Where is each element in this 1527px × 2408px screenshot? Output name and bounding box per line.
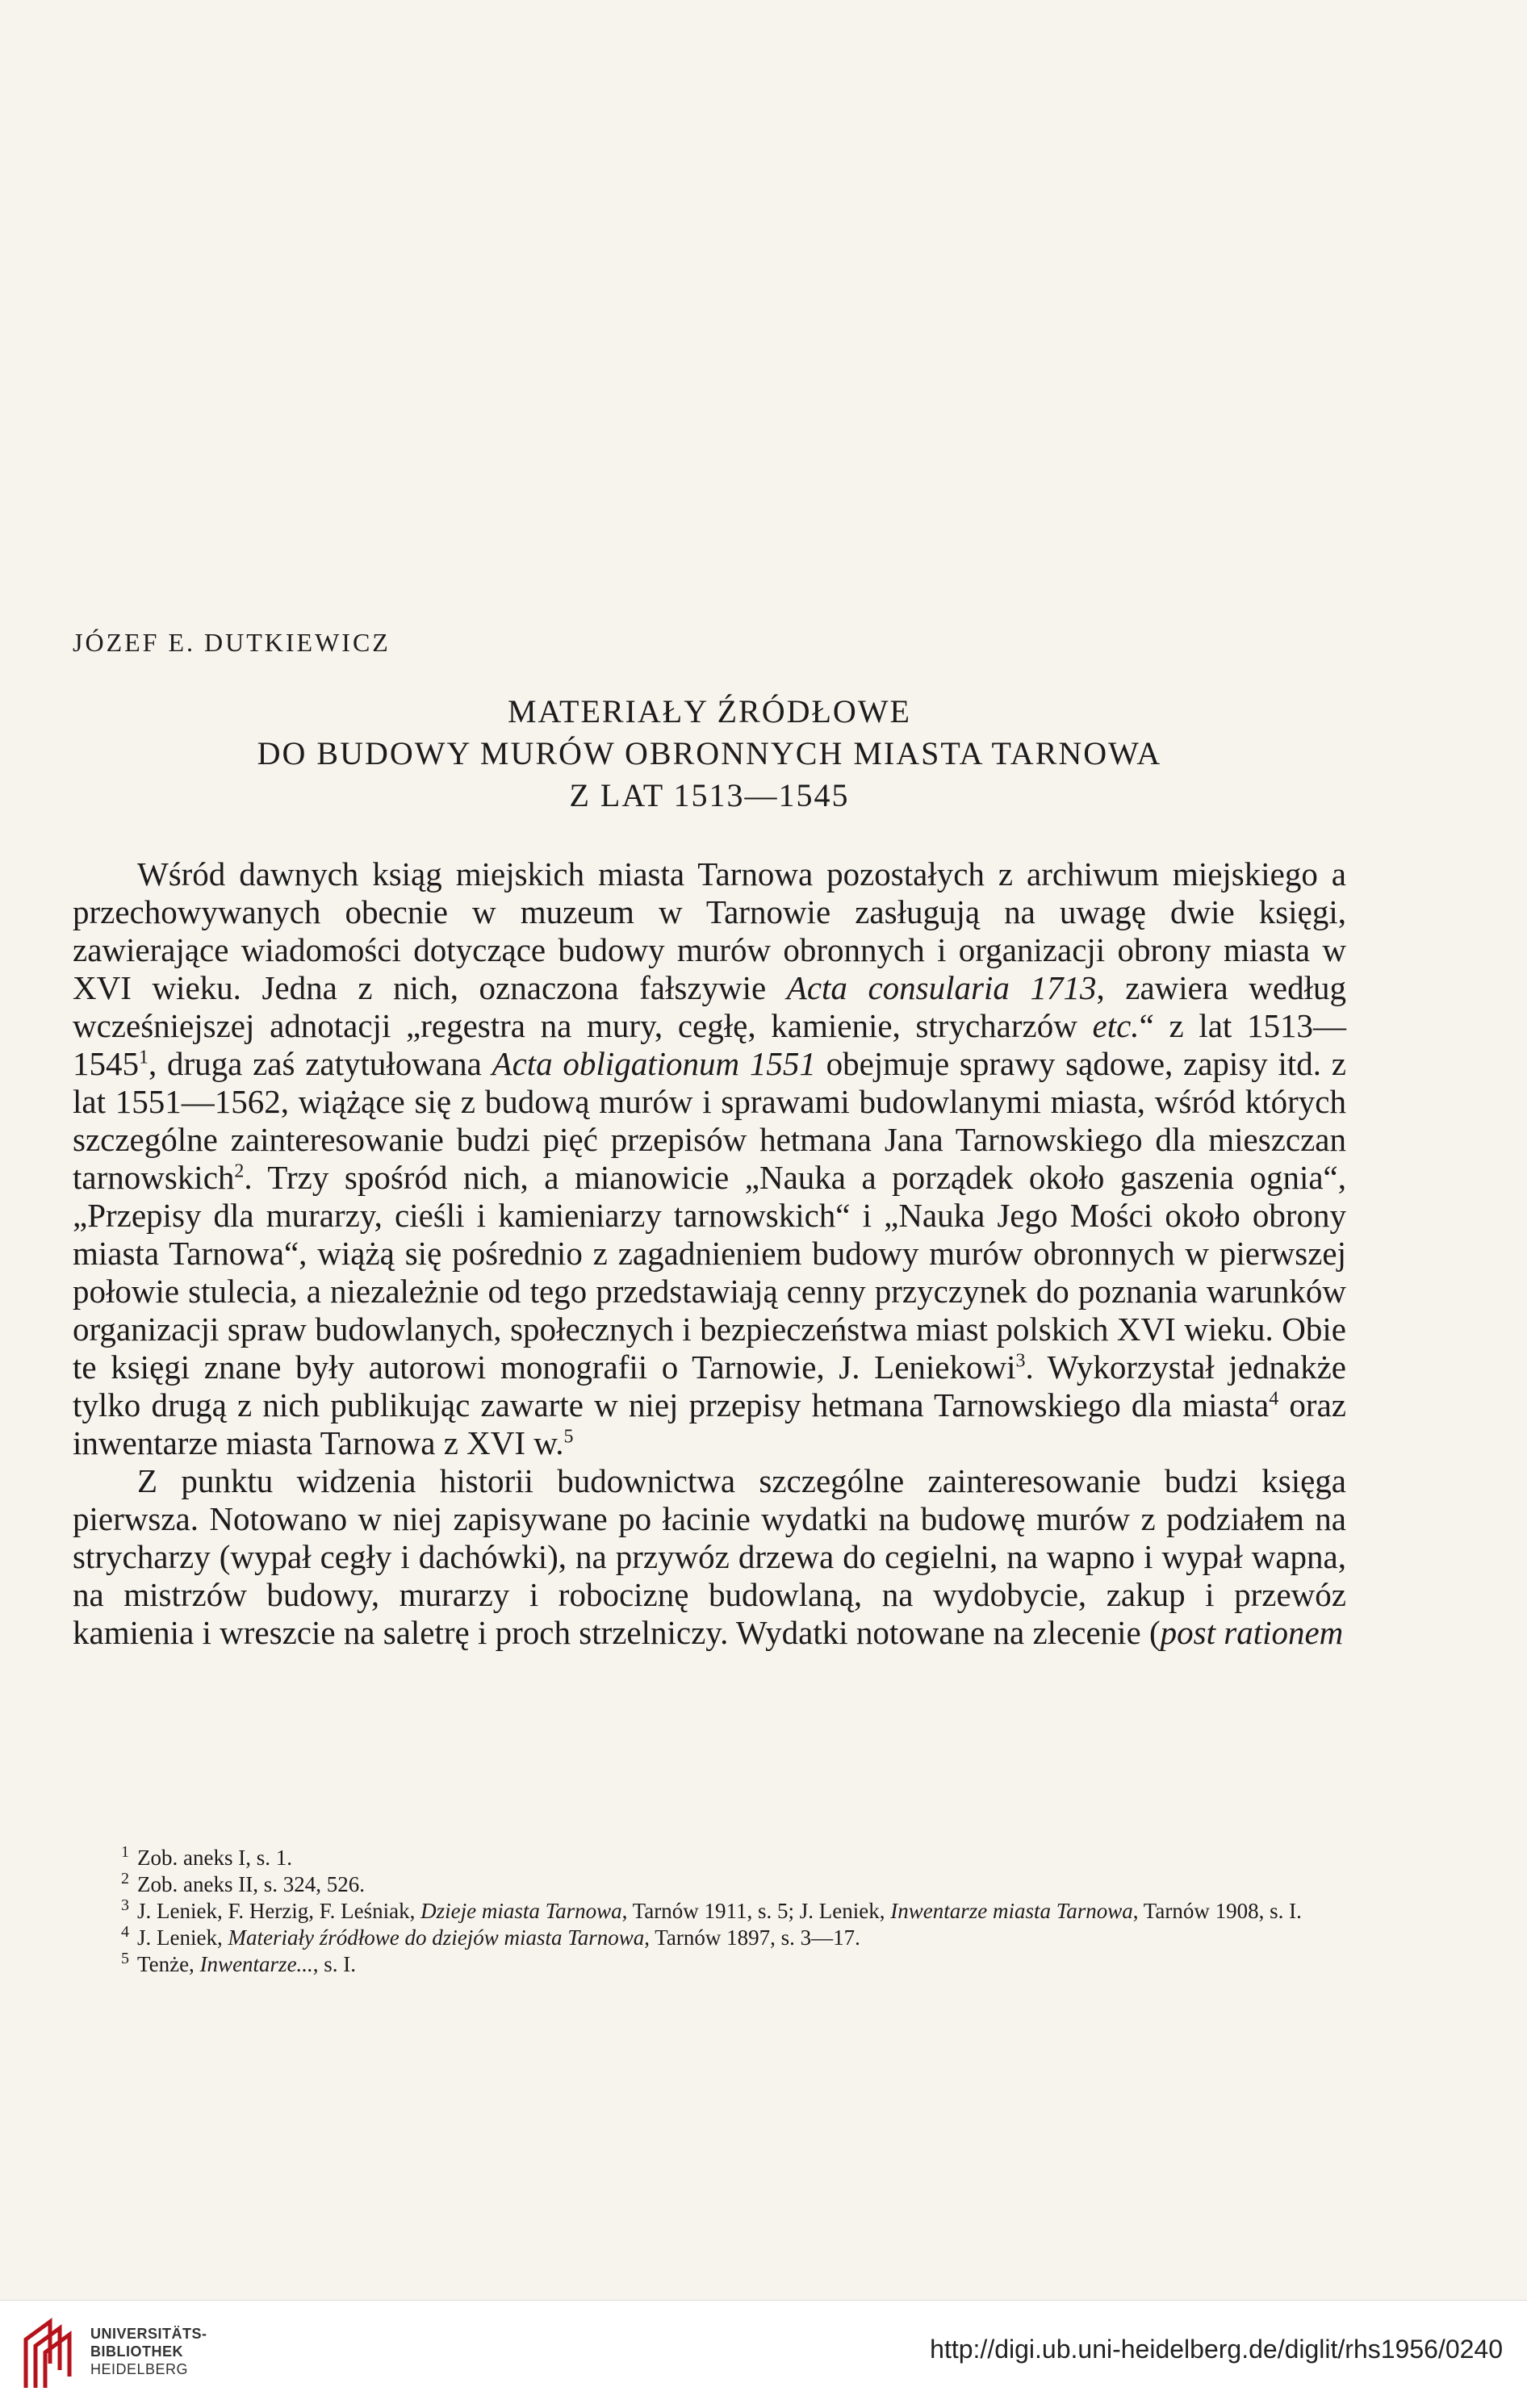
library-name-line: UNIVERSITÄTS- [90, 2326, 207, 2342]
footnote-text: , Tarnów 1911, s. 5; J. Leniek, [621, 1899, 891, 1923]
article-body [73, 855, 1346, 1652]
footnote-text: Zob. aneks II, s. 324, 526. [137, 1872, 365, 1896]
italic-run: etc. [1092, 1007, 1140, 1044]
paragraph-1 [73, 855, 1346, 1462]
article-title [73, 691, 1346, 817]
footnote-ref: 3 [1015, 1350, 1026, 1372]
footnote-5: 5 Tenże, Inwentarze..., s. I. [121, 1950, 357, 1976]
footnote-text: , s. I. [312, 1952, 357, 1976]
text-run: , druga zaś zatytułowana [149, 1045, 492, 1082]
text-run: , zawiera według wcześniejszej adnotacji „regestra na mury, cegłę, kamienie, strycharzów [73, 969, 1346, 1044]
title-line-1: MATERIAŁY ŹRÓDŁOWE [507, 693, 911, 730]
footnote-text: Zob. aneks I, s. 1. [137, 1846, 292, 1870]
footnote-text: Tenże, [137, 1952, 200, 1976]
title-line-3: Z LAT 1513—1545 [569, 777, 850, 813]
footnote-text: J. Leniek, F. Herzig, F. Leśniak, [137, 1899, 421, 1923]
footnote-3: 3 J. Leniek, F. Herzig, F. Leśniak, Dzieje miasta Tarnowa, Tarnów 1911, s. 5; J. Leniek, Inwentarze miasta Tarnowa, Tarnów 1908, s. I. [121, 1896, 1302, 1923]
text-run: . Wykorzystał jednakże tylko drugą z nich publikując zawarte w niej przepisy hetmana Tarnowskiego dla miasta [73, 1348, 1346, 1423]
footnote-4: 4 J. Leniek, Materiały źródłowe do dziejów miasta Tarnowa, Tarnów 1897, s. 3—17. [121, 1923, 860, 1950]
footnote-italic: Dzieje miasta Tarnowa [420, 1899, 622, 1923]
library-name-line: HEIDELBERG [90, 2361, 189, 2377]
footnote-text: J. Leniek, [137, 1925, 228, 1950]
digitization-footer [0, 2300, 1527, 2408]
text-run: obejmuje sprawy sądowe, zapisy itd. z lat 1551—1562, wiążące się z budową murów i sprawami budowlanymi miasta, wśród których szczególne zainteresowanie budzi pięć przepisów hetmana Jana Tarnowskiego dla mieszczan tarnowskich [73, 1045, 1347, 1196]
footnotes [73, 1845, 1346, 1978]
footnote-italic: Inwentarze... [199, 1952, 313, 1976]
footnote-ref: 2 [234, 1160, 245, 1182]
footnote-text: , Tarnów 1908, s. I. [1132, 1899, 1302, 1923]
text-run: oraz inwentarze miasta Tarnowa z XVI w. [73, 1386, 1346, 1461]
paragraph-2 [73, 1462, 1346, 1652]
permalink-url[interactable]: http://digi.ub.uni-heidelberg.de/diglit/rhs1956/0240 [930, 2335, 1503, 2364]
footnote-2: 2 Zob. aneks II, s. 324, 526. [121, 1870, 365, 1896]
library-name [90, 2325, 207, 2378]
author-name: JÓZEF E. DUTKIEWICZ [73, 628, 391, 657]
text-run: . Trzy spośród nich, a mianowicie „Nauka a porządek około gaszenia ognia“, „Przepisy dla murarzy, cieśli i kamieniarzy tarnowskich“ i „Nauka Jego Mości około obrony miasta Tarnowa“, wiążą się pośrednio z zagadnieniem budowy murów obronnych w pierwszej połowie stulecia, a niezależnie od tego przedstawiają cenny przyczynek do poznania warunków organizacji spraw budowlanych, społecznych i bezpieczeństwa miast polskich XVI wieku. Obie te księgi znane były autorowi monografii o Tarnowie, J. Leniekowi [73, 1159, 1346, 1386]
library-name-line: BIBLIOTHEK [90, 2343, 183, 2360]
ub-heidelberg-logo-icon[interactable] [18, 2315, 76, 2393]
italic-run: Acta obligationum 1551 [492, 1045, 816, 1082]
footnote-ref: 5 [563, 1426, 574, 1448]
footnote-ref: 4 [1269, 1388, 1279, 1410]
title-line-2: DO BUDOWY MURÓW OBRONNYCH MIASTA TARNOWA [257, 735, 1162, 771]
text-run: “ z lat 1513—1545 [73, 1007, 1346, 1082]
text-run: Wśród dawnych ksiąg miejskich miasta Tarnowa pozostałych z archiwum miejskiego a przechowywanych obecnie w muzeum w Tarnowie zasługują na uwagę dwie księgi, zawierające wiadomości dotyczące budowy murów obronnych i organizacji obrony miasta w XVI wieku. Jedna z nich, oznaczona fałszywie [73, 855, 1346, 1006]
italic-run: post rationem [1160, 1614, 1344, 1651]
italic-run: Acta consularia 1713 [786, 969, 1097, 1006]
footnote-text: , Tarnów 1897, s. 3—17. [644, 1925, 860, 1950]
footnote-ref: 1 [139, 1047, 149, 1068]
footnote-1: 1 Zob. aneks I, s. 1. [121, 1843, 292, 1870]
footnote-italic: Inwentarze miasta Tarnowa [890, 1899, 1133, 1923]
text-run: Z punktu widzenia historii budownictwa szczególne zainteresowanie budzi księga pierwsza. Notowano w niej zapisywane po łacinie wydatki na budowę murów z podziałem na strycharzy (wypał cegły i dachówki), na przywóz drzewa do cegielni, na wapno i wypał wapna, na mistrzów budowy, murarzy i robociznę budowlaną, na wydobycie, zakup i przewóz kamienia i wreszcie na saletrę i proch strzelniczy. Wydatki notowane na zlecenie ( [73, 1462, 1346, 1651]
footnote-italic: Materiały źródłowe do dziejów miasta Tarnowa [228, 1925, 645, 1950]
